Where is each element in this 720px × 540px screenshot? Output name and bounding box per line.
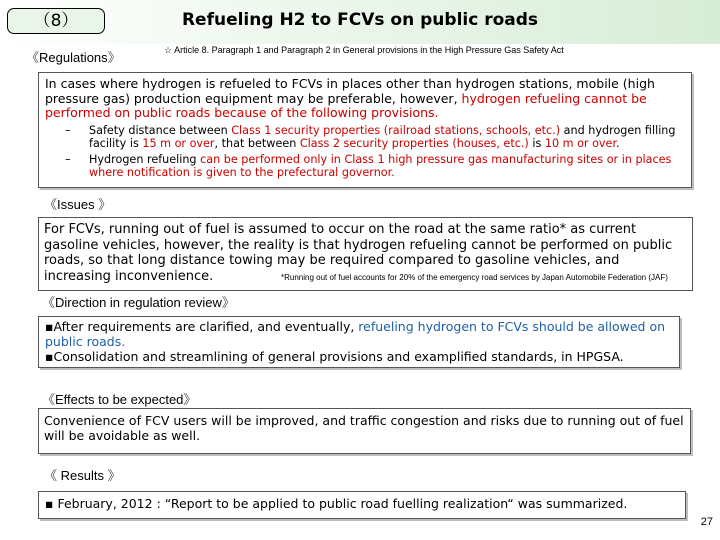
issues-footnote: *Running out of fuel accounts for 20% of the emergency road services by Japan Automobile Federation (JAF) (281, 273, 668, 282)
page-number: 27 (700, 516, 713, 528)
item-highlight: Class 1 security properties (railroad stations, schools, etc.) (231, 123, 561, 137)
regulations-main-part: In cases where hydrogen is refueled to FCVs in places other than hydrogen stations, mobile (high pressure gas) production equipment may be preferable, however, (45, 76, 655, 106)
item-text: , that between (214, 137, 300, 150)
direction-box (38, 316, 680, 368)
regulations-main-text (45, 77, 687, 121)
direction-text: ▪After requirements are clarified, and eventually, (45, 319, 359, 334)
direction-highlight: refueling hydrogen to FCVs should be allowed on public roads. (45, 319, 666, 349)
regulations-note: ☆ Article 8. Paragraph 1 and Paragraph 2 in General provisions in the High Pressure Gas Safety Act (164, 45, 564, 55)
dash-bullet: – (65, 123, 71, 137)
item-highlight: can be performed only in Class 1 high pressure gas manufacturing sites or in places where notification is given to the prefectural governor. (89, 152, 672, 179)
issues-text: For FCVs, running out of fuel is assumed to occur on the road at the same ratio* as current gasoline vehicles, however, the reality is that hydrogen refueling cannot be performed on public roads, so that long distance towing may be required compared to gasoline vehicles, and increasing inconvenience. (44, 222, 673, 284)
regulation-item-safety-distance (45, 124, 687, 151)
results-label: 《 Results 》 (44, 468, 121, 483)
direction-line-1 (45, 319, 675, 349)
results-box (38, 491, 686, 519)
item-highlight: 15 m or over (142, 137, 215, 150)
section-number-badge: （8） (7, 8, 105, 34)
effects-box (38, 408, 691, 454)
issues-box (38, 217, 693, 291)
regulations-main-highlight: hydrogen refueling cannot be performed on public roads because of the following provisions. (45, 90, 647, 120)
regulation-item-refueling-sites (45, 153, 687, 180)
regulations-box (38, 72, 692, 188)
regulations-label: 《Regulations》 (26, 50, 121, 65)
results-text: ▪ February, 2012 : “Report to be applied to public road fuelling realization“ was summarized. (45, 496, 628, 511)
item-highlight: Class 2 security properties (houses, etc.) (299, 137, 529, 150)
item-text: Hydrogen refueling (89, 152, 201, 166)
effects-label: 《Effects to be expected》 (42, 392, 197, 407)
item-text: Safety distance between (89, 123, 232, 137)
dash-bullet: – (65, 152, 71, 166)
direction-line-2: ▪Consolidation and streamlining of general provisions and examplified standards, in HPGSA. (45, 349, 624, 364)
page-title: Refueling H2 to FCVs on public roads (181, 10, 539, 30)
item-text: is (528, 137, 545, 150)
issues-label: 《Issues 》 (44, 197, 112, 212)
item-text: and hydrogen filling facility is (89, 123, 676, 150)
item-text: . (616, 137, 620, 150)
effects-text: Convenience of FCV users will be improved, and traffic congestion and risks due to running out of fuel will be avoidable as well. (44, 413, 684, 443)
item-highlight: 10 m or over (544, 137, 617, 150)
direction-label: 《Direction in regulation review》 (42, 295, 235, 310)
